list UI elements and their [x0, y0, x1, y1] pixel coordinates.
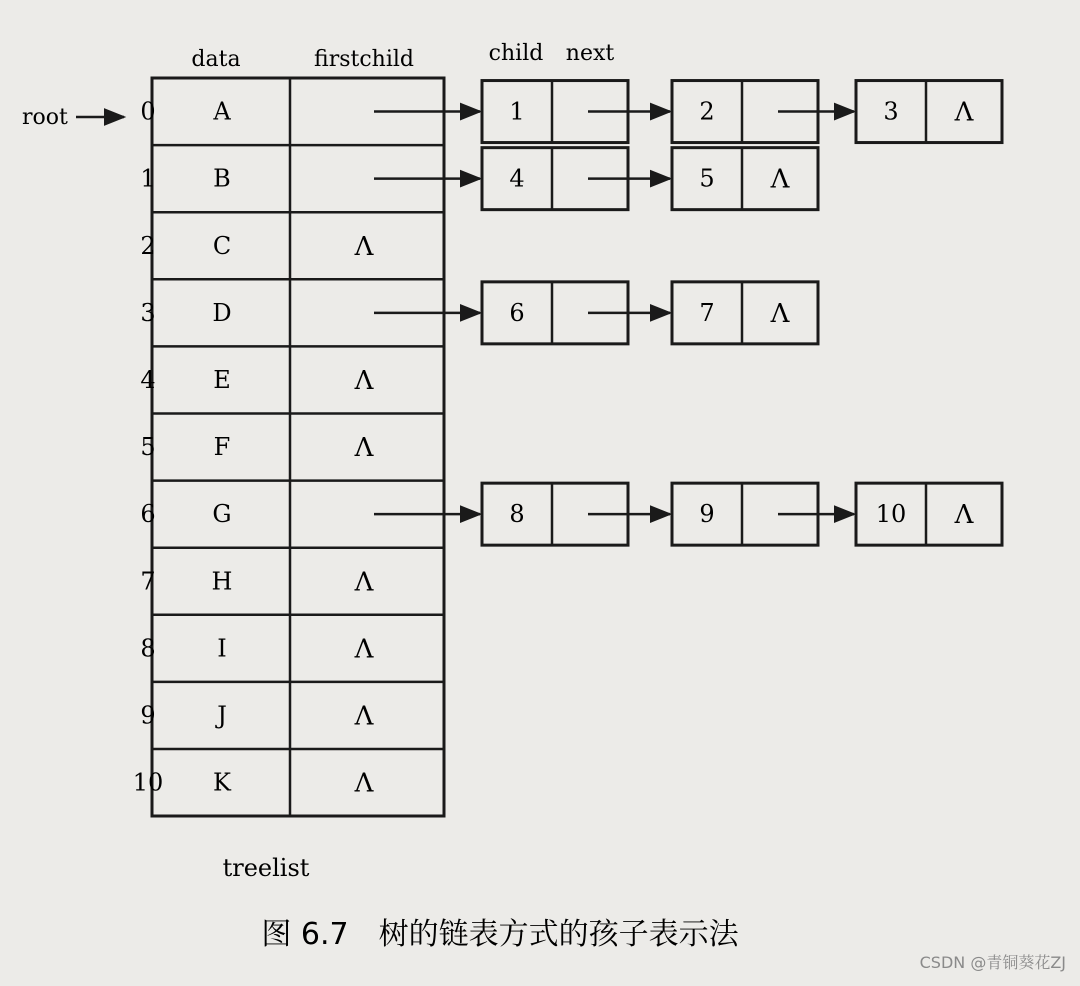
cell-data: K [213, 768, 231, 797]
row-index: 1 [140, 164, 156, 193]
child-linked-lists [482, 81, 1002, 546]
header-data: data [191, 47, 241, 72]
child-node-next-null: Λ [954, 500, 974, 531]
header-firstchild: firstchild [314, 47, 414, 72]
row-index: 6 [140, 500, 156, 529]
cell-firstchild-null: Λ [354, 567, 374, 598]
row-index: 8 [140, 634, 156, 663]
cell-firstchild-null: Λ [354, 634, 374, 665]
cell-data: C [212, 231, 232, 260]
header-child: child [488, 41, 544, 66]
child-node-next-null: Λ [954, 97, 974, 128]
cell-data: F [213, 433, 231, 462]
child-node-value: 6 [509, 298, 525, 327]
cell-data: G [212, 500, 232, 529]
cell-firstchild-null: Λ [354, 365, 374, 396]
child-node-value: 7 [699, 298, 715, 327]
cell-firstchild-null: Λ [354, 701, 374, 732]
cell-firstchild-null: Λ [354, 768, 374, 799]
child-node-value: 1 [509, 97, 525, 126]
cell-data: H [211, 567, 233, 596]
child-node-value: 5 [699, 164, 715, 193]
child-node-value: 9 [699, 500, 715, 529]
cell-firstchild-null: Λ [354, 231, 374, 262]
treelist-rows [133, 98, 480, 799]
row-index: 3 [140, 298, 156, 327]
row-index: 7 [140, 567, 156, 596]
watermark: CSDN @青铜葵花ZJ [919, 953, 1066, 972]
child-node-value: 10 [875, 500, 907, 529]
treelist-table-frame [152, 78, 444, 816]
row-index: 10 [132, 768, 164, 797]
child-node-value: 8 [509, 500, 525, 529]
cell-data: A [213, 97, 231, 126]
cell-data: J [217, 701, 227, 730]
row-index: 2 [140, 231, 156, 260]
row-index: 5 [140, 433, 156, 462]
cell-data: B [213, 164, 231, 193]
row-index: 0 [140, 97, 156, 126]
header-next: next [565, 41, 615, 66]
figure-caption: 图 6.7 树的链表方式的孩子表示法 [261, 917, 739, 952]
child-node-value: 4 [509, 164, 525, 193]
row-index: 9 [140, 701, 156, 730]
child-node-next-null: Λ [770, 164, 790, 195]
child-node-value: 2 [699, 97, 715, 126]
child-node-value: 3 [883, 97, 899, 126]
child-node [672, 148, 818, 210]
cell-firstchild-null: Λ [354, 433, 374, 464]
child-node [856, 81, 1002, 143]
cell-data: D [212, 298, 232, 327]
child-node [672, 282, 818, 344]
row-index: 4 [140, 365, 156, 394]
table-name: treelist [222, 854, 310, 882]
cell-data: E [213, 365, 231, 394]
cell-data: I [217, 634, 227, 663]
root-label: root [22, 105, 68, 130]
child-node-next-null: Λ [770, 298, 790, 329]
